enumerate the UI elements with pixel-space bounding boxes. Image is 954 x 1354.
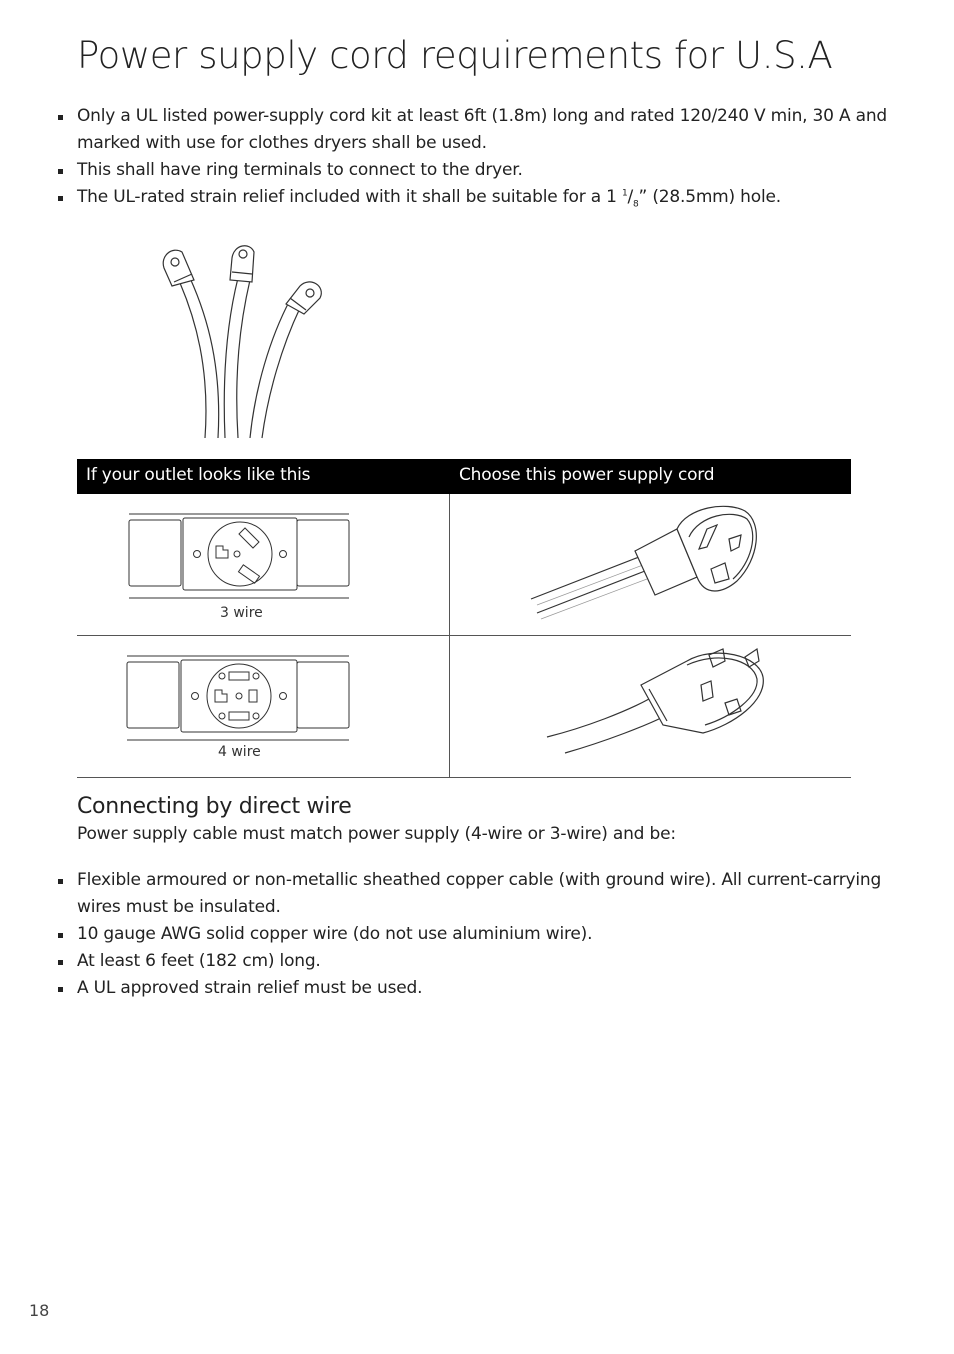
row-divider <box>77 635 851 636</box>
section-heading-direct-wire: Connecting by direct wire <box>77 794 352 819</box>
page-title: Power supply cord requirements for U.S.A <box>77 34 833 77</box>
list-item: A UL approved strain relief must be used. <box>55 975 905 1002</box>
three-wire-outlet-icon <box>127 512 351 600</box>
column-header-outlet: If your outlet looks like this <box>86 465 311 485</box>
outlet-label-4-wire: 4 wire <box>218 744 261 760</box>
strain-relief-suffix: ” (28.5mm) hole. <box>638 187 781 207</box>
page-number: 18 <box>29 1301 50 1320</box>
list-item: This shall have ring terminals to connect to the dryer. <box>55 157 905 184</box>
outlet-label-3-wire: 3 wire <box>220 605 263 621</box>
list-item: At least 6 feet (182 cm) long. <box>55 948 905 975</box>
fraction-numerator: 1 <box>621 188 628 199</box>
three-wire-cord-plug-icon <box>527 499 827 625</box>
requirements-list <box>55 103 905 211</box>
table-bottom-rule <box>77 777 851 778</box>
section-intro: Power supply cable must match power supply (4-wire or 3-wire) and be: <box>77 824 676 844</box>
fraction-separator: / <box>627 187 633 207</box>
table-header <box>77 459 851 494</box>
column-divider <box>449 494 450 778</box>
ring-terminal-wires-illustration <box>150 238 330 442</box>
four-wire-outlet-icon <box>125 654 351 742</box>
outlet-cord-table <box>77 459 851 778</box>
four-wire-cord-plug-icon <box>537 641 837 761</box>
direct-wire-list <box>55 867 905 1002</box>
fraction-denominator: 8 <box>633 199 639 210</box>
list-item: Only a UL listed power-supply cord kit at least 6ft (1.8m) long and rated 120/240 V min, 30 A and marked with use for clothes dryers shall be used. <box>55 103 905 157</box>
list-item <box>55 184 905 211</box>
column-header-cord: Choose this power supply cord <box>459 465 715 485</box>
list-item: Flexible armoured or non-metallic sheathed copper cable (with ground wire). All current-carrying wires must be insulated. <box>55 867 905 921</box>
list-item: 10 gauge AWG solid copper wire (do not use aluminium wire). <box>55 921 905 948</box>
strain-relief-text: The UL-rated strain relief included with it shall be suitable for a 1 <box>77 187 622 207</box>
